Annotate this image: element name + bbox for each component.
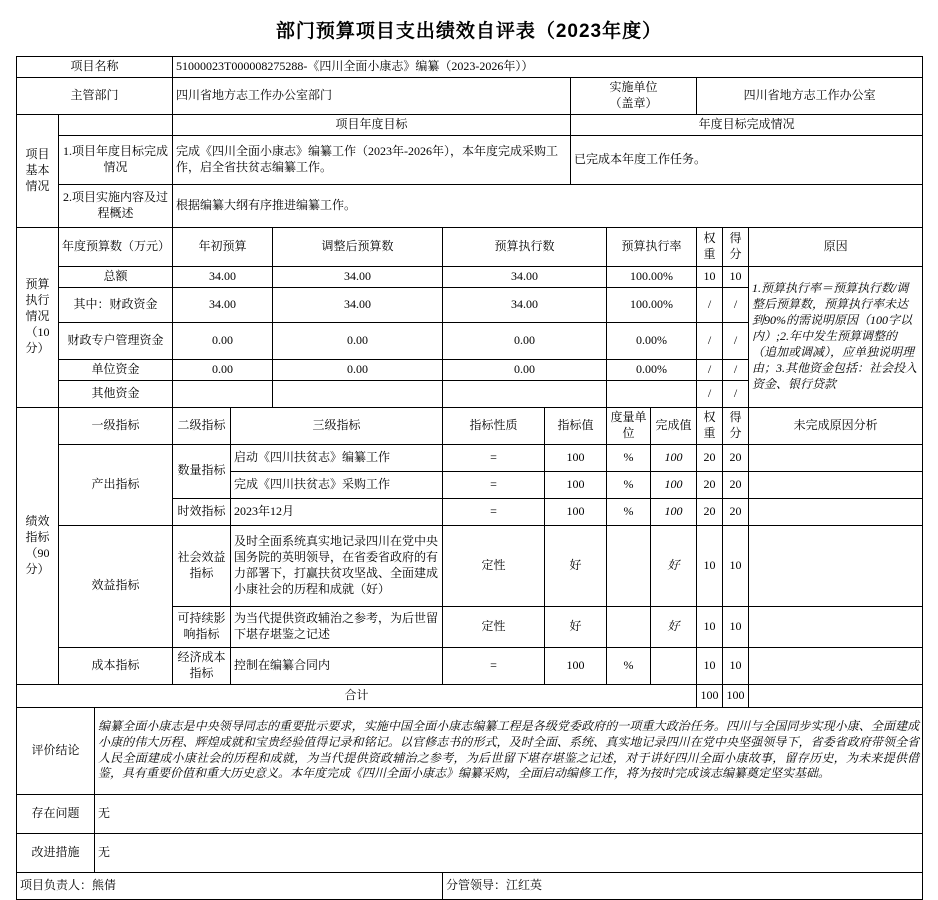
budget-row-executed: 34.00 bbox=[443, 287, 607, 322]
budget-section-label: 预算执行情况（10分） bbox=[17, 227, 59, 407]
perf-target: 好 bbox=[545, 525, 607, 606]
perf-actual bbox=[651, 647, 697, 684]
perf-col-actual: 完成值 bbox=[651, 407, 697, 444]
supervising-leader: 分管领导：江红英 bbox=[443, 872, 923, 899]
perf-target: 100 bbox=[545, 471, 607, 498]
project-name-label: 项目名称 bbox=[17, 57, 173, 78]
budget-col-executed: 预算执行数 bbox=[443, 227, 607, 266]
perf-l3: 启动《四川扶贫志》编纂工作 bbox=[231, 444, 443, 471]
perf-col-nature: 指标性质 bbox=[443, 407, 545, 444]
perf-score: 20 bbox=[723, 498, 749, 525]
basic-section-label: 项目基本情况 bbox=[17, 114, 59, 227]
perf-col-unit: 度量单位 bbox=[607, 407, 651, 444]
perf-weight: 20 bbox=[697, 444, 723, 471]
basic-column-completion: 年度目标完成情况 bbox=[571, 114, 923, 135]
budget-row-executed: 0.00 bbox=[443, 359, 607, 380]
perf-analysis bbox=[749, 498, 923, 525]
perf-l3: 控制在编纂合同内 bbox=[231, 647, 443, 684]
perf-score: 10 bbox=[723, 606, 749, 647]
perf-analysis bbox=[749, 606, 923, 647]
table-row-output-1 bbox=[17, 444, 923, 471]
basic-item2-label: 2.项目实施内容及过程概述 bbox=[59, 184, 173, 227]
table-row-basic-item2 bbox=[17, 184, 923, 227]
perf-unit bbox=[607, 525, 651, 606]
perf-weight: 10 bbox=[697, 647, 723, 684]
perf-weight: 20 bbox=[697, 498, 723, 525]
table-row-basic-item1 bbox=[17, 135, 923, 184]
perf-score: 10 bbox=[723, 647, 749, 684]
perf-unit: % bbox=[607, 444, 651, 471]
perf-col-weight: 权重 bbox=[697, 407, 723, 444]
department-label: 主管部门 bbox=[17, 77, 173, 114]
budget-row-weight: / bbox=[697, 359, 723, 380]
table-row-total bbox=[17, 684, 923, 707]
perf-analysis bbox=[749, 525, 923, 606]
perf-analysis bbox=[749, 471, 923, 498]
implementation-unit-label-line1: 实施单位 bbox=[609, 79, 658, 94]
basic-item1-label: 1.项目年度目标完成情况 bbox=[59, 135, 173, 184]
perf-analysis bbox=[749, 444, 923, 471]
total-label: 合计 bbox=[17, 684, 697, 707]
perf-l2-economic-cost: 经济成本指标 bbox=[173, 647, 231, 684]
perf-nature: 定性 bbox=[443, 606, 545, 647]
perf-analysis bbox=[749, 647, 923, 684]
budget-row-adjusted: 0.00 bbox=[273, 359, 443, 380]
table-row-project-name bbox=[17, 57, 923, 78]
budget-col-reason: 原因 bbox=[749, 227, 923, 266]
perf-col-target: 指标值 bbox=[545, 407, 607, 444]
perf-actual: 100 bbox=[651, 498, 697, 525]
perf-col-analysis: 未完成原因分析 bbox=[749, 407, 923, 444]
budget-row-rate: 0.00% bbox=[607, 359, 697, 380]
budget-row-rate: 100.00% bbox=[607, 287, 697, 322]
budget-col-score: 得分 bbox=[723, 227, 749, 266]
table-row-basic-header bbox=[17, 114, 923, 135]
budget-row-adjusted: 34.00 bbox=[273, 287, 443, 322]
measures-text: 无 bbox=[95, 833, 923, 872]
table-row-budget-header bbox=[17, 227, 923, 266]
budget-row-adjusted bbox=[273, 380, 443, 407]
perf-target: 100 bbox=[545, 444, 607, 471]
perf-unit: % bbox=[607, 471, 651, 498]
perf-unit bbox=[607, 606, 651, 647]
perf-nature: 定性 bbox=[443, 525, 545, 606]
budget-row-name: 财政专户管理资金 bbox=[59, 322, 173, 359]
perf-target: 100 bbox=[545, 498, 607, 525]
perf-target: 好 bbox=[545, 606, 607, 647]
budget-row-initial: 34.00 bbox=[173, 287, 273, 322]
budget-row-rate: 100.00% bbox=[607, 266, 697, 287]
budget-row-score: / bbox=[723, 359, 749, 380]
perf-actual: 好 bbox=[651, 606, 697, 647]
budget-row-rate: 0.00% bbox=[607, 322, 697, 359]
perf-actual: 100 bbox=[651, 444, 697, 471]
budget-col-adjusted: 调整后预算数 bbox=[273, 227, 443, 266]
implementation-unit-label bbox=[571, 77, 697, 114]
perf-score: 10 bbox=[723, 525, 749, 606]
budget-row-executed bbox=[443, 380, 607, 407]
perf-unit: % bbox=[607, 647, 651, 684]
budget-row-score: / bbox=[723, 287, 749, 322]
total-score: 100 bbox=[723, 684, 749, 707]
budget-row-initial bbox=[173, 380, 273, 407]
total-weight: 100 bbox=[697, 684, 723, 707]
conclusion-label: 评价结论 bbox=[17, 707, 95, 794]
budget-row-name: 单位资金 bbox=[59, 359, 173, 380]
implementation-unit-label-line2: （盖章） bbox=[609, 95, 658, 110]
budget-row-score: / bbox=[723, 322, 749, 359]
perf-l1-benefit: 效益指标 bbox=[59, 525, 173, 647]
table-row-cost bbox=[17, 647, 923, 684]
budget-row-weight: 10 bbox=[697, 266, 723, 287]
budget-row-weight: / bbox=[697, 322, 723, 359]
page-title: 部门预算项目支出绩效自评表（2023年度） bbox=[275, 21, 663, 42]
perf-target: 100 bbox=[545, 647, 607, 684]
budget-col-annual: 年度预算数（万元） bbox=[59, 227, 173, 266]
perf-l3: 完成《四川扶贫志》采购工作 bbox=[231, 471, 443, 498]
budget-row-score: / bbox=[723, 380, 749, 407]
budget-row-executed: 0.00 bbox=[443, 322, 607, 359]
perf-weight: 20 bbox=[697, 471, 723, 498]
basic-column-goal: 项目年度目标 bbox=[173, 114, 571, 135]
project-name-value: 51000023T000008275288-《四川全面小康志》编纂（2023-2026年）） bbox=[173, 57, 923, 78]
perf-nature: = bbox=[443, 471, 545, 498]
perf-score: 20 bbox=[723, 444, 749, 471]
budget-row-weight: / bbox=[697, 380, 723, 407]
perf-l2-sustainable: 可持续影响指标 bbox=[173, 606, 231, 647]
budget-row-name: 其中：财政资金 bbox=[73, 296, 158, 311]
budget-row-initial: 0.00 bbox=[173, 322, 273, 359]
perf-l2-quantity: 数量指标 bbox=[173, 444, 231, 498]
implementation-unit-value: 四川省地方志工作办公室 bbox=[697, 77, 923, 114]
perf-actual: 100 bbox=[651, 471, 697, 498]
perf-nature: = bbox=[443, 647, 545, 684]
table-row-budget-total bbox=[17, 266, 923, 287]
perf-l1-cost: 成本指标 bbox=[59, 647, 173, 684]
perf-l3: 及时全面系统真实地记录四川在党中央国务院的英明领导，在省委省政府的有力部署下，打赢扶贫攻坚战、全面建成小康社会的历程和成就（好） bbox=[231, 525, 443, 606]
performance-section-label: 绩效指标（90分） bbox=[17, 407, 59, 684]
basic-item1-goal: 完成《四川全面小康志》编纂工作（2023年-2026年），本年度完成采购工作，启全省扶贫志编纂工作。 bbox=[173, 135, 571, 184]
table-row-performance-header bbox=[17, 407, 923, 444]
project-owner: 项目负责人：熊倩 bbox=[17, 872, 443, 899]
budget-row-name: 总额 bbox=[59, 266, 173, 287]
problems-label: 存在问题 bbox=[17, 794, 95, 833]
table-row-benefit-social bbox=[17, 525, 923, 606]
problems-text: 无 bbox=[95, 794, 923, 833]
table-row-conclusion bbox=[17, 707, 923, 794]
table-row-problems bbox=[17, 794, 923, 833]
perf-l3: 为当代提供资政辅治之参考，为后世留下堪存堪鉴之记述 bbox=[231, 606, 443, 647]
budget-row-adjusted: 0.00 bbox=[273, 322, 443, 359]
budget-row-adjusted: 34.00 bbox=[273, 266, 443, 287]
performance-evaluation-table bbox=[16, 56, 923, 900]
perf-unit: % bbox=[607, 498, 651, 525]
budget-row-initial: 34.00 bbox=[173, 266, 273, 287]
table-row-signatures bbox=[17, 872, 923, 899]
perf-l1-output: 产出指标 bbox=[59, 444, 173, 525]
perf-l3: 2023年12月 bbox=[231, 498, 443, 525]
measures-label: 改进措施 bbox=[17, 833, 95, 872]
budget-col-weight: 权重 bbox=[697, 227, 723, 266]
perf-score: 20 bbox=[723, 471, 749, 498]
perf-weight: 10 bbox=[697, 525, 723, 606]
budget-row-name: 其他资金 bbox=[59, 380, 173, 407]
table-row-department bbox=[17, 77, 923, 114]
perf-actual: 好 bbox=[651, 525, 697, 606]
budget-reason-note: 1.预算执行率＝预算执行数/调整后预算数，预算执行率未达到90%的需说明原因（100字以内）;2.年中发生预算调整的（追加或调减），应单独说明理由；3.其他资金包括：社会投入资金、银行贷款 bbox=[749, 266, 923, 407]
budget-row-rate bbox=[607, 380, 697, 407]
total-analysis bbox=[749, 684, 923, 707]
perf-l2-social: 社会效益指标 bbox=[173, 525, 231, 606]
perf-col-l3: 三级指标 bbox=[231, 407, 443, 444]
department-value: 四川省地方志工作办公室部门 bbox=[173, 77, 571, 114]
conclusion-text: 编纂全面小康志是中央领导同志的重要批示要求，实施中国全面小康志编纂工程是各级党委政府的一项重大政治任务。四川与全国同步实现小康、全面建成小康的伟大历程、辉煌成就和宝贵经验值得记录和铭记。以官修志书的形式，及时全面、系统、真实地记录四川在党中央坚强领导下，省委省政府带领全省人民全面建成小康社会的历程和成就，为当代提供资政辅治之参考，为后世留下堪存堪鉴之记述，对于讲好四川全面小康故事，留存历史，为未来提供借鉴，具有重要价值和重大历史意义。本年度完成《四川全面小康志》编纂采购，全面启动编修工作，将为按时完成该志编纂奠定坚实基础。 bbox=[95, 707, 923, 794]
perf-col-l1: 一级指标 bbox=[59, 407, 173, 444]
budget-row-weight: / bbox=[697, 287, 723, 322]
table-row-measures bbox=[17, 833, 923, 872]
perf-col-l2: 二级指标 bbox=[173, 407, 231, 444]
budget-row-score: 10 bbox=[723, 266, 749, 287]
perf-nature: = bbox=[443, 498, 545, 525]
basic-item2-text: 根据编纂大纲有序推进编纂工作。 bbox=[173, 184, 923, 227]
budget-row-executed: 34.00 bbox=[443, 266, 607, 287]
budget-col-initial: 年初预算 bbox=[173, 227, 273, 266]
budget-col-rate: 预算执行率 bbox=[607, 227, 697, 266]
budget-row-initial: 0.00 bbox=[173, 359, 273, 380]
perf-nature: = bbox=[443, 444, 545, 471]
perf-l2-timeliness: 时效指标 bbox=[173, 498, 231, 525]
perf-weight: 10 bbox=[697, 606, 723, 647]
perf-col-score: 得分 bbox=[723, 407, 749, 444]
basic-item1-completion: 已完成本年度工作任务。 bbox=[571, 135, 923, 184]
